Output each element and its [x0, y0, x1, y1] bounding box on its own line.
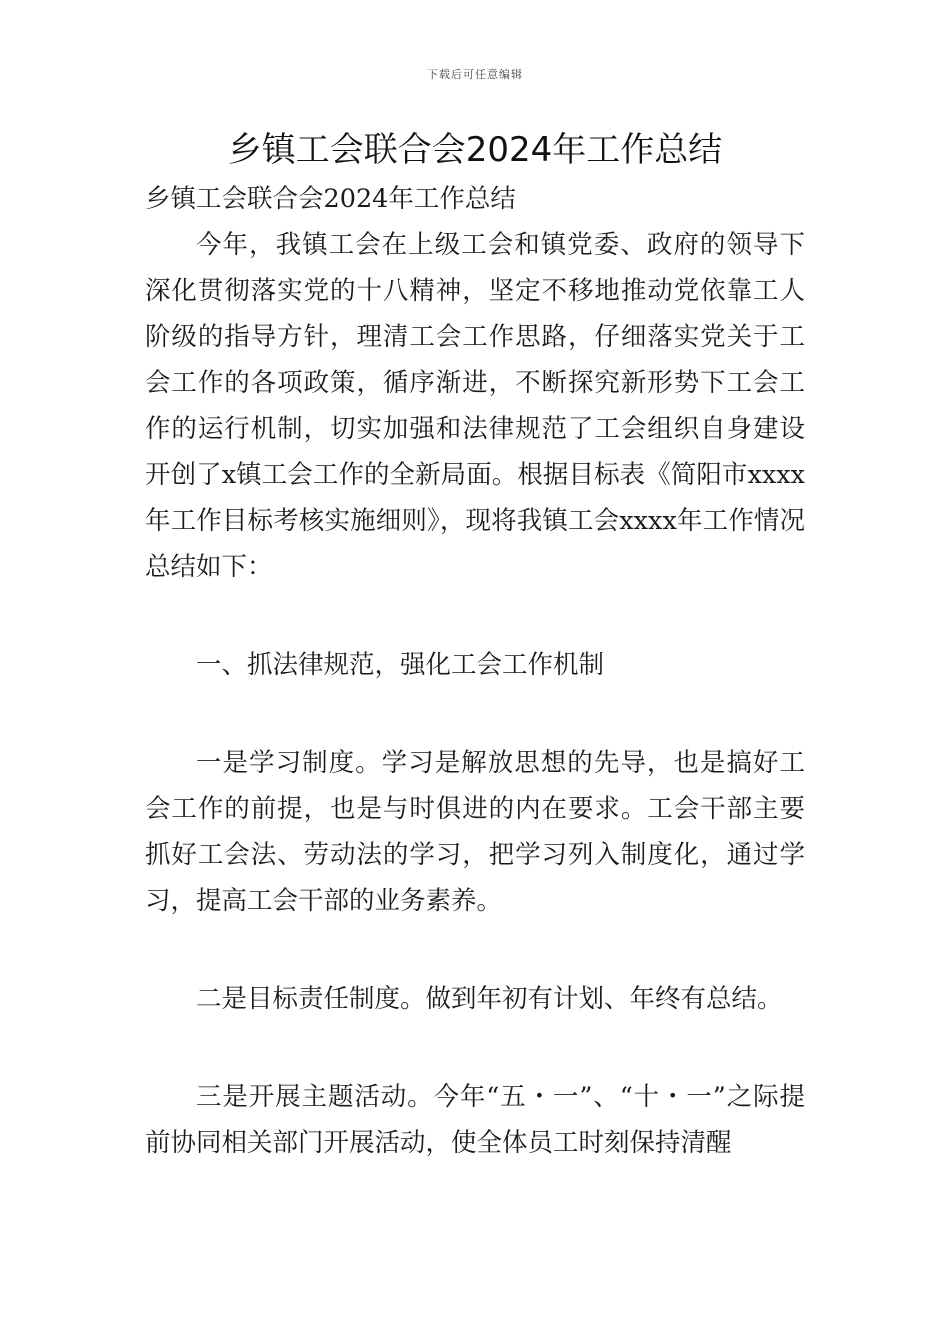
spacer: [145, 1022, 805, 1074]
header-note: 下载后可任意编辑: [427, 68, 523, 81]
spacer: [145, 688, 805, 740]
item-paragraph-2: 二是目标责任制度。做到年初有计划、年终有总结。: [196, 984, 783, 1014]
document-subtitle: 乡镇工会联合会2024年工作总结: [145, 184, 516, 214]
spacer: [145, 590, 805, 642]
item-paragraph-1: 一是学习制度。学习是解放思想的先导，也是搞好工会工作的前提，也是与时俱进的内在要求。工会干部主要抓好工会法、劳动法的学习，把学习列入制度化，通过学习，提高工会干部的业务素养。: [145, 748, 805, 916]
intro-paragraph: 今年，我镇工会在上级工会和镇党委、政府的领导下深化贯彻落实党的十八精神，坚定不移地推动党依靠工人阶级的指导方针，理清工会工作思路，仔细落实党关于工会工作的各项政策，循序渐进，不断探究新形势下工会工作的运行机制，切实加强和法律规范了工会组织自身建设开创了x镇工会工作的全新局面。根据目标表《简阳市xxxx年工作目标考核实施细则》，现将我镇工会xxxx年工作情况总结如下：: [145, 230, 805, 582]
page-title: 乡镇工会联合会2024年工作总结: [227, 130, 723, 170]
document-body: [145, 176, 805, 1166]
item-paragraph-3: 三是开展主题活动。今年“五・一”、“十・一”之际提前协同相关部门开展活动，使全体员工时刻保持清醒: [145, 1082, 805, 1158]
section-heading-1: 一、抓法律规范，强化工会工作机制: [196, 650, 605, 680]
spacer: [145, 924, 805, 976]
